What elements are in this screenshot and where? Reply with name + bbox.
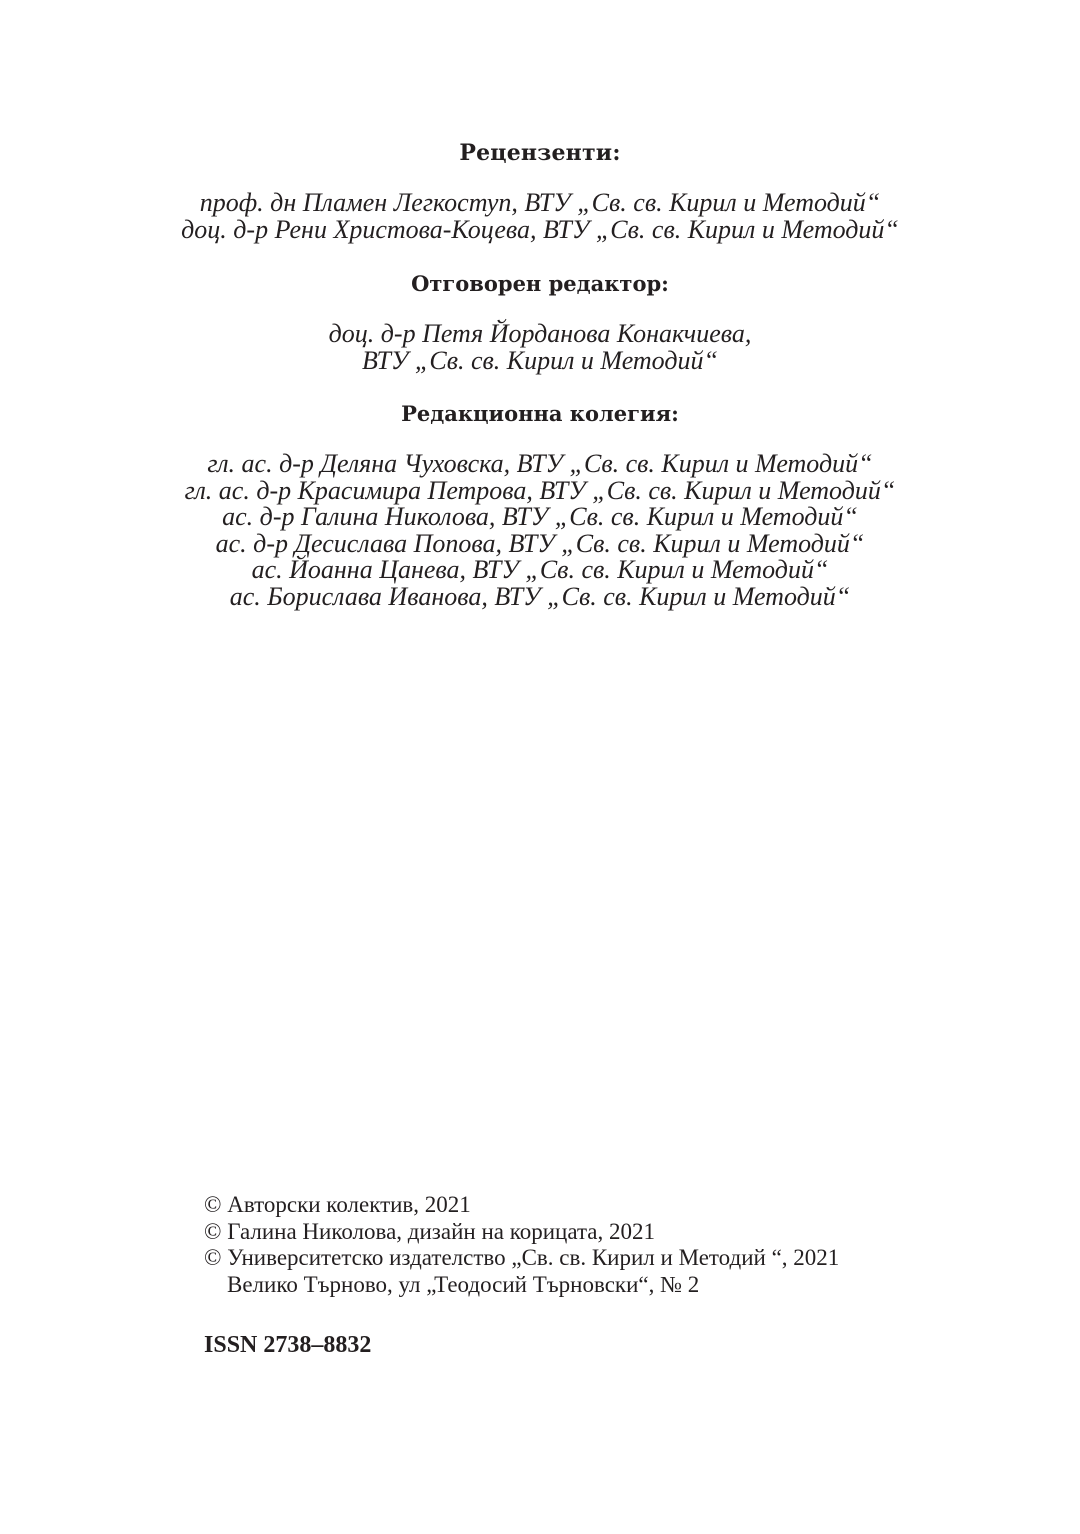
editor-heading: Отговорен редактор: [411,271,669,296]
reviewers-section-title [0,140,1080,166]
board-member: гл. ас. д-р Деляна Чуховска, ВТУ „Св. св. Кирил и Методий“ [207,449,873,478]
board-member: ас. д-р Десислава Попова, ВТУ „Св. св. Кирил и Методий“ [215,528,865,558]
editor-list [0,321,1080,374]
copyright-block [204,1192,839,1298]
copyright-line: © Галина Николова, дизайн на корицата, 2021 [204,1218,655,1244]
board-list [0,451,1080,610]
board-member: ас. д-р Галина Николова, ВТУ „Св. св. Кирил и Методий“ [222,502,858,531]
reviewer-name: проф. дн Пламен Легкоступ, ВТУ „Св. св. Кирил и Методий“ [199,188,881,217]
board-section-title [0,401,1080,427]
reviewers-list [0,190,1080,243]
board-member: ас. Борислава Иванова, ВТУ „Св. св. Кирил и Методий“ [229,581,851,611]
board-member: гл. ас. д-р Красимира Петрова, ВТУ „Св. св. Кирил и Методий“ [184,475,896,505]
editor-affiliation: ВТУ „Св. св. Кирил и Методий“ [362,345,718,375]
editor-name: доц. д-р Петя Йорданова Конакчиева, [328,319,752,348]
reviewers-heading: Рецензенти: [459,140,621,166]
reviewer-name: доц. д-р Рени Христова-Коцева, ВТУ „Св. св. Кирил и Методий“ [181,214,899,244]
board-member: ас. Йоанна Цанева, ВТУ „Св. св. Кирил и Методий“ [251,555,829,584]
publisher-address: Велико Търново, ул „Теодосий Търновски“, № 2 [227,1271,700,1297]
editor-section-title [0,271,1080,297]
issn-number: ISSN 2738–8832 [204,1332,372,1358]
board-heading: Редакционна колегия: [401,401,679,426]
copyright-line: © Авторски колектив, 2021 [204,1192,471,1217]
copyright-line: © Университетско издателство „Св. св. Кирил и Методий “, 2021 [204,1245,840,1270]
